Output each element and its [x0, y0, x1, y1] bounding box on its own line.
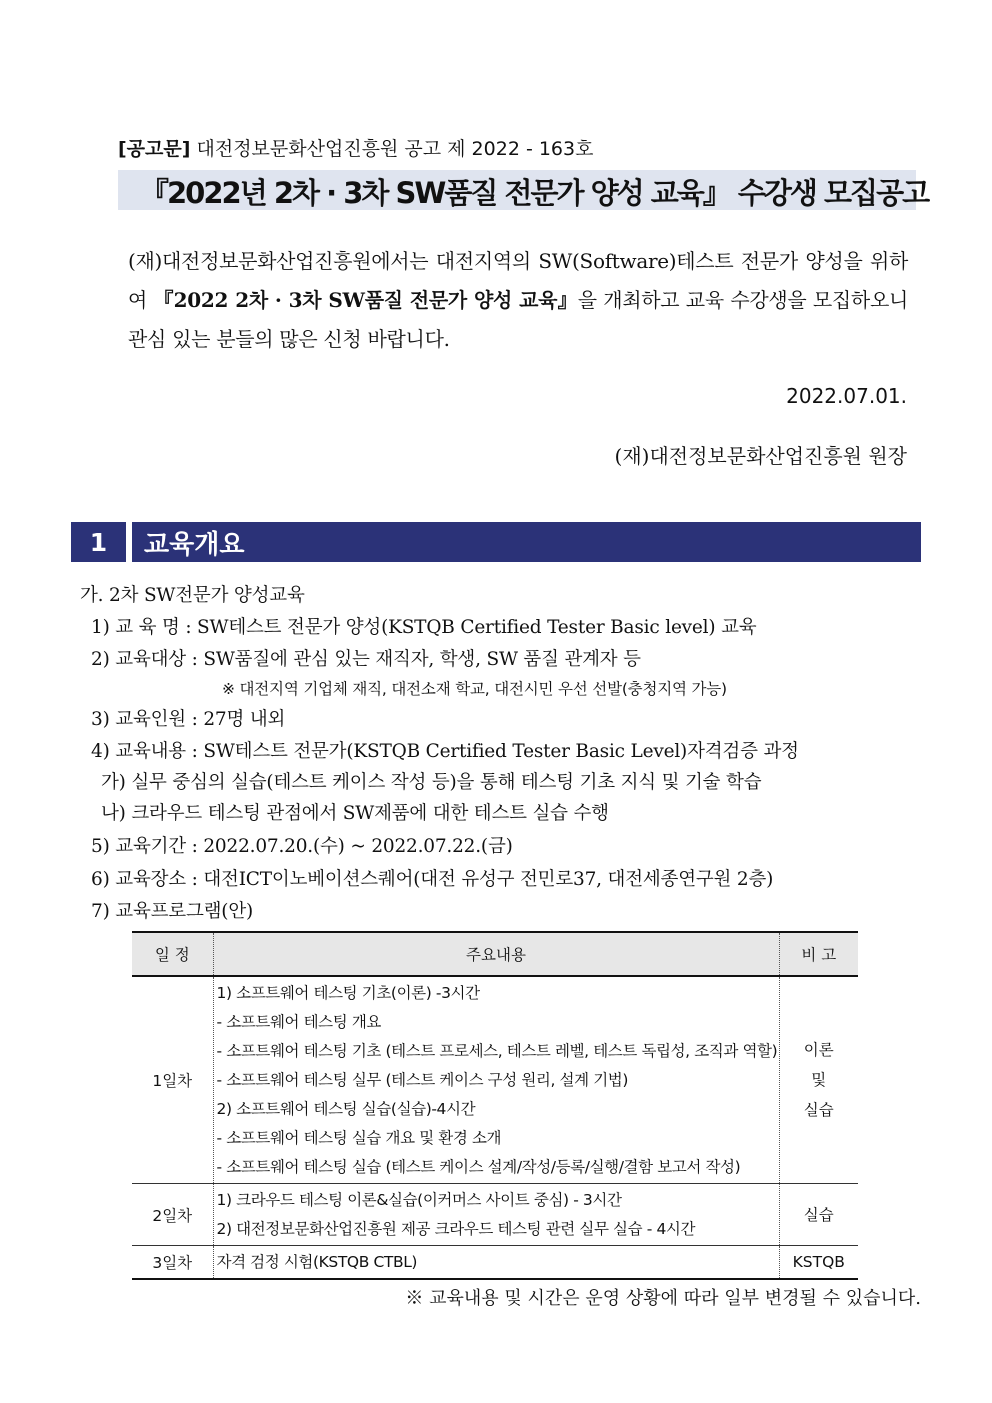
notice-header: [118, 134, 593, 161]
table-header-row: [132, 932, 858, 976]
note-line: 및: [811, 1071, 827, 1089]
content-cell: [213, 1184, 779, 1246]
day-cell: 1일차: [152, 1072, 193, 1090]
table-row: [132, 976, 858, 1184]
content-line: - 소프트웨어 테스팅 실습 (테스트 케이스 설계/작성/등록/실행/결함 보고서 작성): [216, 1157, 741, 1176]
notice-number: 대전정보문화산업진흥원 공고 제 2022 - 163호: [196, 138, 594, 160]
note-line: 실습: [803, 1101, 834, 1119]
section-subtitle: 가. 2차 SW전문가 양성교육: [80, 585, 305, 606]
item-label: 5) 교육기간 :: [91, 836, 204, 857]
note-cell: [779, 976, 858, 1184]
content-cell: [213, 976, 779, 1184]
content-line: 2) 대전정보문화산업진흥원 제공 크라우드 테스팅 관련 실무 실습 - 4시간: [216, 1219, 696, 1238]
content-line: - 소프트웨어 테스팅 실습 개요 및 환경 소개: [216, 1128, 502, 1147]
header-content: 주요내용: [213, 932, 779, 976]
content-sub-a: 가) 실무 중심의 실습(테스트 케이스 작성 등)을 통해 테스팅 기초 지식 및 기술 학습: [101, 772, 762, 793]
header-schedule: 일 정: [132, 932, 213, 976]
content-cell: [213, 1246, 779, 1280]
item-label: 2) 교육대상 :: [91, 649, 204, 670]
intro-text-bold: 『2022 2차 · 3차 SW품질 전문가 양성 교육』: [153, 288, 578, 312]
footnote: ※ 교육내용 및 시간은 운영 상황에 따라 일부 변경될 수 있습니다.: [405, 1288, 921, 1309]
content-line: - 소프트웨어 테스팅 개요: [216, 1012, 382, 1031]
content-line: 1) 크라우드 테스팅 이론&실습(이커머스 사이트 중심) - 3시간: [216, 1190, 622, 1209]
content-line: - 소프트웨어 테스팅 실무 (테스트 케이스 구성 원리, 설계 기법): [216, 1070, 629, 1089]
content-sub-b: 나) 크라우드 테스팅 관점에서 SW제품에 대한 테스트 실습 수행: [101, 803, 609, 824]
item-target: [91, 645, 641, 671]
intro-text-after: 을 개최하고 교육 수강생을 모집하오니 관심 있는 분들의 많은 신청 바랍니다.: [128, 288, 908, 351]
notice-label: [공고문]: [118, 138, 191, 160]
content-line: 자격 검정 시험(KSTQB CTBL): [216, 1252, 418, 1271]
item-label: 1) 교 육 명 :: [91, 617, 198, 638]
item-value: SW품질에 관심 있는 재직자, 학생, SW 품질 관계자 등: [203, 649, 641, 670]
item-value: 대전ICT이노베이션스퀘어(대전 유성구 전민로37, 대전세종연구원 2층): [203, 869, 774, 890]
item-value: SW테스트 전문가(KSTQB Certified Tester Basic Level)자격검증 과정: [203, 741, 799, 762]
item-count: [91, 705, 285, 731]
target-note: ※ 대전지역 기업체 재직, 대전소재 학교, 대전시민 우선 선발(충청지역 가능): [222, 680, 727, 698]
section-title: 교육개요: [132, 522, 921, 562]
day-cell: 2일차: [132, 1184, 213, 1246]
item-education-name: [91, 613, 756, 639]
note-cell: 실습: [779, 1184, 858, 1246]
content-line: - 소프트웨어 테스팅 기초 (테스트 프로세스, 테스트 레벨, 테스트 독립성, 조직과 역할): [216, 1041, 778, 1060]
intro-paragraph: [128, 242, 908, 359]
page-title: 『2022년 2차 · 3차 SW품질 전문가 양성 교육』 수강생 모집공고: [140, 176, 929, 210]
content-line: 1) 소프트웨어 테스팅 기초(이론) -3시간: [216, 983, 480, 1002]
item-program: 7) 교육프로그램(안): [91, 901, 254, 922]
item-label: 6) 교육장소 :: [91, 869, 204, 890]
organization-signature: (재)대전정보문화산업진흥원 원장: [614, 444, 907, 468]
item-label: 3) 교육인원 :: [91, 709, 204, 730]
program-table: [132, 931, 858, 1280]
note-line: 이론: [803, 1041, 834, 1059]
item-period: [91, 832, 513, 858]
table-row: [132, 1246, 858, 1280]
announcement-date: 2022.07.01.: [786, 384, 907, 408]
item-place: [91, 865, 773, 891]
item-value: 27명 내외: [203, 709, 286, 730]
item-content: [91, 737, 799, 763]
note-cell: KSTQB: [779, 1246, 858, 1280]
header-note: 비 고: [779, 932, 858, 976]
section-number: 1: [71, 522, 126, 562]
content-line: 2) 소프트웨어 테스팅 실습(실습)-4시간: [216, 1099, 476, 1118]
item-value: 2022.07.20.(수) ~ 2022.07.22.(금): [203, 836, 513, 857]
item-label: 4) 교육내용 :: [91, 741, 204, 762]
item-value: SW테스트 전문가 양성(KSTQB Certified Tester Basic level) 교육: [197, 617, 757, 638]
table-row: [132, 1184, 858, 1246]
intro-text-before: (재)대전정보문화산업진흥원에서는 대전지역의 SW(Software)테스트 전문가 양성을 위하여: [128, 249, 908, 312]
day-cell: 3일차: [132, 1246, 213, 1280]
